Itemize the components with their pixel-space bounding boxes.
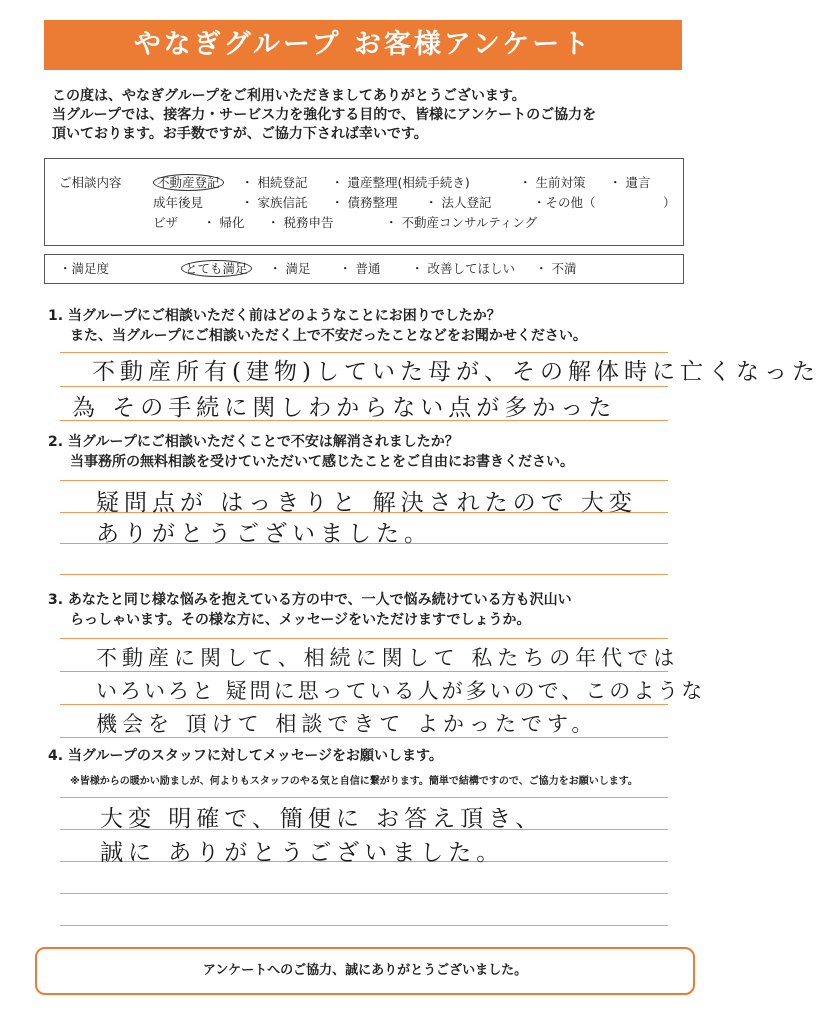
option-family-trust[interactable]: ・ 家族信託 bbox=[241, 195, 308, 210]
option-real-estate-registration[interactable] bbox=[153, 173, 224, 193]
option-needs-improvement[interactable]: ・ 改善してほしい bbox=[411, 261, 515, 276]
intro-text bbox=[52, 87, 692, 144]
survey-title-banner: やなぎグループ お客様アンケート bbox=[44, 20, 682, 70]
answer-rule bbox=[60, 574, 668, 575]
option-estate-planning[interactable]: ・ 生前対策 bbox=[519, 175, 586, 190]
satisfaction-label: ・満足度 bbox=[59, 261, 110, 276]
option-satisfied[interactable]: ・ 満足 bbox=[269, 261, 311, 276]
handwritten-answer: 為 その手続に関しわからない点が多かった bbox=[72, 395, 617, 421]
satisfaction-box bbox=[44, 254, 684, 284]
intro-line: 頂いております。お手数ですが、ご協力下されば幸いです。 bbox=[52, 126, 428, 142]
handwritten-answer: 疑問点が はっきりと 解決されたので 大変 bbox=[96, 490, 637, 516]
option-other-close: ） bbox=[663, 195, 676, 210]
question-3-line: らっしゃいます。その様な方に、メッセージをいただけますでしょうか。 bbox=[70, 612, 531, 628]
question-4-note: ※皆様からの暖かい励ましが、何よりもスタッフのやる気と自信に繋がります。簡単で結構ですので、ご協力をお願いします。 bbox=[70, 776, 638, 787]
option-guardianship[interactable]: 成年後見 bbox=[153, 195, 204, 210]
handwritten-answer: いろいろと 疑問に思っている人が多いので、このような bbox=[96, 679, 706, 703]
question-2-line: 当事務所の無料相談を受けていただいて感じたことをご自由にお書きください。 bbox=[70, 454, 574, 470]
option-dissatisfied[interactable]: ・ 不満 bbox=[535, 261, 577, 276]
handwritten-answer: 機会を 頂けて 相談できて よかったです。 bbox=[96, 712, 598, 736]
answer-rule bbox=[60, 638, 668, 639]
circled-option: 不動産登記 bbox=[153, 174, 224, 191]
option-naturalization[interactable]: ・ 帰化 bbox=[203, 215, 245, 230]
handwritten-answer: 大変 明確で、簡便に お答え頂き、 bbox=[100, 806, 544, 832]
option-corporate-registration[interactable]: ・ 法人登記 bbox=[425, 195, 492, 210]
answer-rule bbox=[60, 925, 668, 926]
question-1-line: また、当グループにご相談いただく上で不安だったことなどをお聞かせください。 bbox=[70, 328, 587, 344]
option-tax-filing[interactable]: ・ 税務申告 bbox=[267, 215, 334, 230]
handwritten-answer: 不動産に関して、相続に関して 私たちの年代では bbox=[96, 646, 680, 670]
answer-rule bbox=[60, 893, 668, 894]
option-average[interactable]: ・ 普通 bbox=[339, 261, 381, 276]
consultation-box bbox=[44, 158, 684, 246]
option-debt-settlement[interactable]: ・ 債務整理 bbox=[331, 195, 398, 210]
answer-rule bbox=[60, 386, 668, 387]
option-very-satisfied[interactable] bbox=[181, 259, 252, 279]
thank-you-footer: アンケートへのご協力、誠にありがとうございました。 bbox=[35, 947, 695, 995]
handwritten-answer: 不動産所有(建物)していた母が、その解体時に亡くなった bbox=[92, 359, 820, 385]
answer-rule bbox=[60, 480, 668, 481]
question-1-line: 1. 当グループにご相談いただく前はどのようなことにお困りでしたか？ bbox=[48, 308, 501, 324]
question-4-line: 4. 当グループのスタッフに対してメッセージをお願いします。 bbox=[48, 748, 443, 764]
question-3-line: 3. あなたと同じ様な悩みを抱えている方の中で、一人で悩み続けている方も沢山い bbox=[48, 592, 572, 608]
answer-rule bbox=[60, 797, 668, 798]
option-other[interactable]: ・その他（ bbox=[533, 195, 596, 210]
handwritten-answer: ありがとうございました。 bbox=[96, 521, 432, 547]
handwritten-answer: 誠に ありがとうございました。 bbox=[100, 840, 505, 866]
circled-option: とても満足 bbox=[181, 260, 252, 277]
intro-line: 当グループでは、接客力・サービス力を強化する目的で、皆様にアンケートのご協力を bbox=[52, 107, 597, 123]
option-inheritance-registration[interactable]: ・ 相続登記 bbox=[241, 175, 308, 190]
intro-line: この度は、やなぎグループをご利用いただきましてありがとうございます。 bbox=[52, 88, 526, 104]
consultation-label: ご相談内容 bbox=[59, 175, 122, 190]
question-2-line: 2. 当グループにご相談いただくことで不安は解消されましたか？ bbox=[48, 434, 459, 450]
option-will[interactable]: ・ 遺言 bbox=[609, 175, 651, 190]
option-real-estate-consulting[interactable]: ・ 不動産コンサルティング bbox=[385, 215, 538, 230]
option-visa[interactable]: ビザ bbox=[153, 215, 179, 230]
option-estate-settlement[interactable]: ・ 遺産整理(相続手続き) bbox=[331, 175, 470, 190]
